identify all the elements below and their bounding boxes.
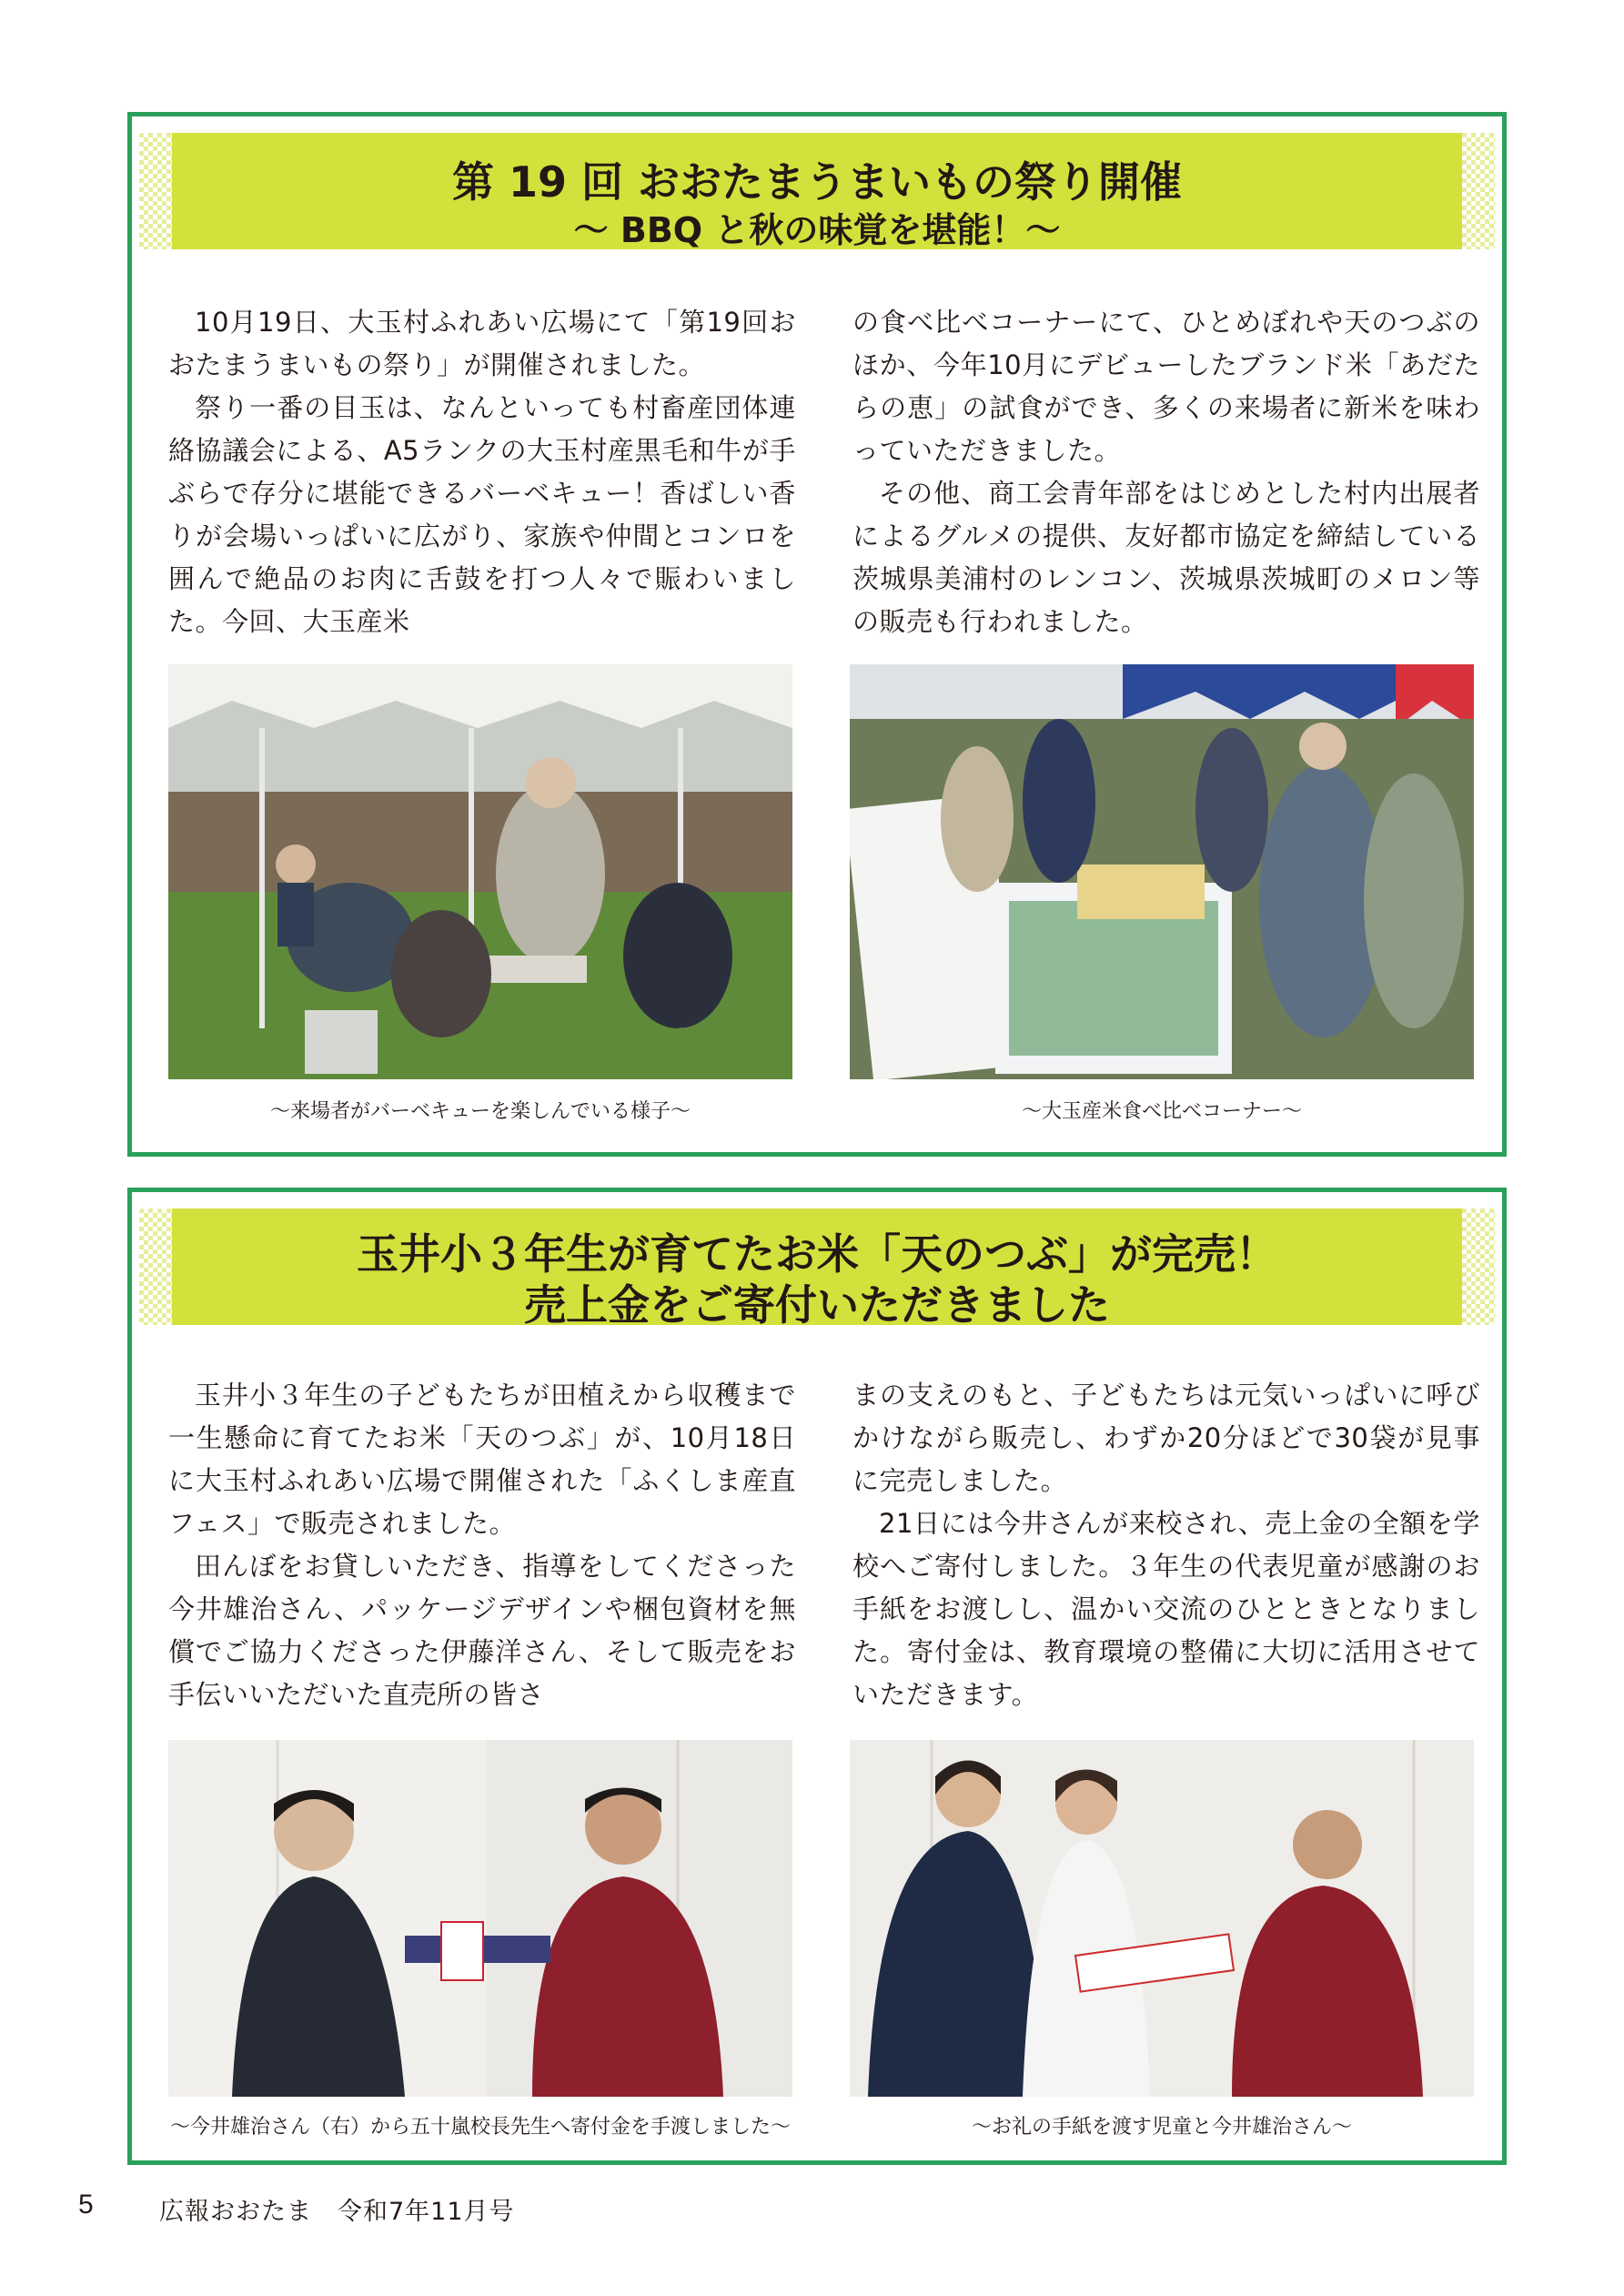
- photo-thank-you-letter: [850, 1740, 1474, 2097]
- banner-pattern-left: [139, 1209, 172, 1325]
- article-banner: [139, 1209, 1495, 1325]
- paragraph: の食べ比べコーナーにて、ひとめぼれや天のつぶのほか、今年10月にデビューしたブランド米「あだたらの恵」の試食ができ、多くの来場者に新米を味わっていただきました。: [852, 307, 1480, 466]
- article-text-left: [168, 1374, 796, 1716]
- paragraph: 田んぼをお貸しいただき、指導をしてくださった今井雄治さん、パッケージデザインや梱包資材を無償でご協力くださった伊藤洋さん、そして販売をお手伝いいただいた直売所の皆さ: [168, 1551, 796, 1710]
- paragraph: 祭り一番の目玉は、なんといっても村畜産団体連絡協議会による、A5ランクの大玉村産黒毛和牛が手ぶらで存分に堪能できるバーベキュー！香ばしい香りが会場いっぱいに広がり、家族や仲間とコンロを囲んで絶品のお肉に舌鼓を打つ人々で賑わいました。今回、大玉産米: [168, 392, 796, 637]
- paragraph: 10月19日、大玉村ふれあい広場にて「第19回おおたまうまいもの祭り」が開催されました。: [168, 307, 796, 380]
- article-banner: [139, 133, 1495, 249]
- photo-caption: ～来場者がバーベキューを楽しんでいる様子～: [269, 1100, 691, 1123]
- page-number: 5: [78, 2190, 94, 2220]
- article-subtitle: 売上金をご寄付いただきました: [524, 1280, 1110, 1325]
- banner-pattern-right: [1462, 133, 1495, 249]
- photo-caption: ～大玉産米食べ比べコーナー～: [1021, 1100, 1302, 1123]
- paragraph: まの支えのもと、子どもたちは元気いっぱいに呼びかけながら販売し、わずか20分ほどで30袋が見事に完売しました。: [852, 1380, 1480, 1496]
- photo-bbq-tent: [168, 664, 792, 1079]
- photo-rice-tasting: [850, 664, 1474, 1079]
- paragraph: 玉井小３年生の子どもたちが田植えから収穫まで一生懸命に育てたお米「天のつぶ」が、10月18日に大玉村ふれあい広場で開催された「ふくしま産直フェス」で販売されました。: [168, 1380, 796, 1539]
- article-title: 第 19 回 おおたまうまいもの祭り開催: [451, 157, 1183, 207]
- article-text-right: [852, 1374, 1480, 1716]
- article-rice-sale: [127, 1188, 1507, 2165]
- photo-donation-handover: [168, 1740, 792, 2097]
- article-subtitle: ～ BBQ と秋の味覚を堪能！～: [573, 210, 1061, 249]
- article-text-left: [168, 301, 796, 643]
- article-title: 玉井小３年生が育てたお米「天のつぶ」が完売！: [357, 1229, 1277, 1279]
- banner-pattern-left: [139, 133, 172, 249]
- article-text-right: [852, 301, 1480, 643]
- paragraph: その他、商工会青年部をはじめとした村内出展者によるグルメの提供、友好都市協定を締結している茨城県美浦村のレンコン、茨城県茨城町のメロン等の販売も行われました。: [852, 478, 1480, 637]
- photo-caption: ～今井雄治さん（右）から五十嵐校長先生へ寄付金を手渡しました～: [169, 2116, 791, 2139]
- article-bbq-festival: [127, 112, 1507, 1157]
- banner-pattern-right: [1462, 1209, 1495, 1325]
- paragraph: 21日には今井さんが来校され、売上金の全額を学校へご寄付しました。３年生の代表児童が感謝のお手紙をお渡しし、温かい交流のひとときとなりました。寄付金は、教育環境の整備に大切に活用させていただきます。: [852, 1508, 1480, 1710]
- photo-caption: ～お礼の手紙を渡す児童と今井雄治さん～: [971, 2116, 1352, 2139]
- publication-title: 広報おおたま 令和7年11月号: [159, 2198, 515, 2226]
